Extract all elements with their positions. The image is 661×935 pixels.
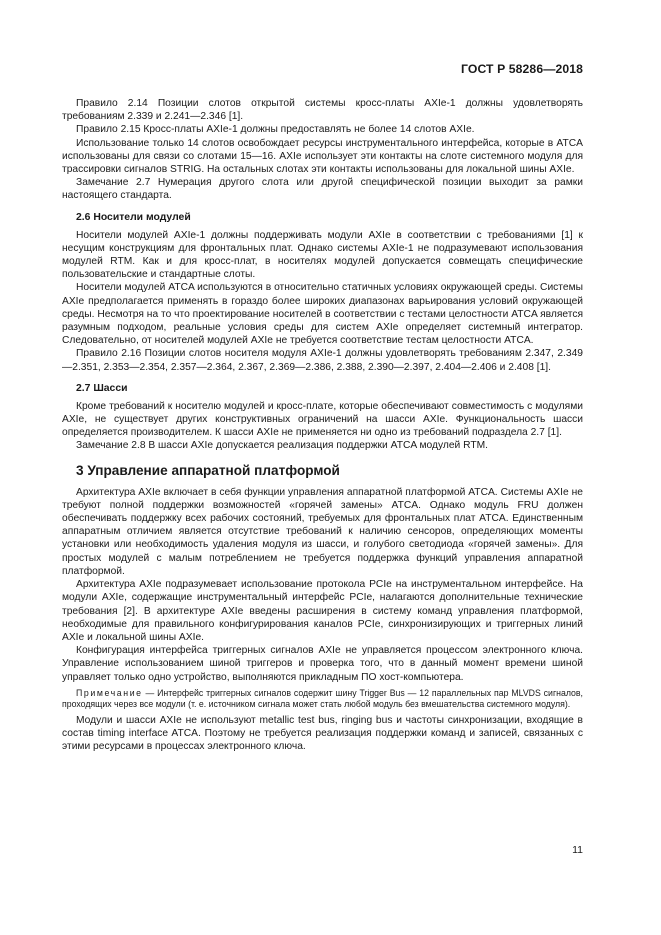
section-heading-3: 3 Управление аппаратной платформой xyxy=(76,462,340,478)
paragraph-module-carriers: Носители модулей AXIe-1 должны поддерживать модули AXIe в соответствии с требованиями [1] к несущим конструкциям для фронтальных плат. Однако системы AXIe-1 не подразумевают использования модулей RTM. Как и для кросс-плат, в носителях модулей допускается совмещать специфические пользовательские и стандартные слоты. xyxy=(62,229,583,281)
paragraph-14-slots: Использование только 14 слотов освобождает ресурсы инструментального интерфейса, которые в ATCA использованы для связи со слотами 15—16. AXIe использует эти контакты на слоте системного модуля для трассировки сигналов STRIG. На остальных слотах эти контакты использованы для локальной шины AXIe. xyxy=(62,137,583,176)
note-label: Примечание xyxy=(76,687,143,698)
note-text: — Интерфейс триггерных сигналов содержит шину Trigger Bus — 12 параллельных пар MLVDS сигналов, проходящих через все модули (т. е. источником сигнала может стать любой модуль без вмешательства системного модуля). xyxy=(62,687,583,709)
paragraph-rule-2-15: Правило 2.15 Кросс-платы AXIe-1 должны предоставлять не более 14 слотов AXIe. xyxy=(76,124,475,136)
paragraph-atca-carriers: Носители модулей ATCA используются в относительно статичных условиях окружающей среды. Системы AXIe предполагается применять в гораздо более широких диапазонах варьирования условий окружающей среды. Несмотря на то что проектирование носителей в соответствии с тестами целостности ATCA является разумным подходом, реальные условия среды для систем AXIe определяет системный интегратор. Следовательно, от носителей модулей AXIe не требуется соответствие тестам целостности ATCA. xyxy=(62,282,583,347)
paragraph-remark-2-7: Замечание 2.7 Нумерация другого слота или другой специфической позиции выходит за рамки настоящего стандарта. xyxy=(62,177,583,202)
document-header-standard-number: ГОСТ Р 58286—2018 xyxy=(461,62,583,76)
paragraph-remark-2-8: Замечание 2.8 В шасси AXIe допускается реализация поддержки ATCA модулей RTM. xyxy=(76,440,488,452)
paragraph-rule-2-16: Правило 2.16 Позиции слотов носителя модуля AXIe-1 должны удовлетворять требованиям 2.347, 2.349—2.351, 2.353—2.354, 2.357—2.364, 2.367, 2.369—2.386, 2.388, 2.390—2.397, 2.404—2.406 и 2.408 [1]. xyxy=(62,348,583,373)
paragraph-rule-2-14: Правило 2.14 Позиции слотов открытой системы кросс-платы AXIe-1 должны удовлетворять требованиям 2.339 и 2.241—2.346 [1]. xyxy=(62,98,583,123)
paragraph-trigger-config: Конфигурация интерфейса триггерных сигналов AXIe не управляется процессом электронного ключа. Управление использованием шиной триггеров и проверка того, что в данный момент времени шиной управляет только одно устройство, выполняются прикладным ПО хост-компьютера. xyxy=(62,645,583,683)
paragraph-pcie: Архитектура AXIe подразумевает использование протокола PCIe на инструментальном интерфейсе. На модули AXIe, содержащие инструментальный интерфейс PCIe, налагаются дополнительные технические требования [2]. В архитектуре AXIe введены расширения в систему команд управления платформой, необходимые для правильного конфигурирования каналов PCIe, синхронизирующих и триггерных линий AXIe и локальной шины AXIe. xyxy=(62,579,583,643)
section-heading-2-6: 2.6 Носители модулей xyxy=(76,211,191,223)
page-body xyxy=(62,97,583,753)
page-number: 11 xyxy=(572,844,583,856)
note-trigger-bus xyxy=(62,688,583,710)
section-heading-2-7: 2.7 Шасси xyxy=(76,382,128,394)
paragraph-chassis: Кроме требований к носителю модулей и кросс-плате, которые обеспечивают совместимость с модулями AXIe, не существует других конструктивных ограничений на шасси AXIe. Функциональность шасси определяется производителем. К шасси AXIe не применяется ни одно из требований подраздела 2.7 [1]. xyxy=(62,400,583,439)
paragraph-metallic-test-bus: Модули и шасси AXIe не используют metallic test bus, ringing bus и частоты синхронизации, входящие в состав timing interface ATCA. Поэтому не требуется реализация поддержки команд и записей, связанных с этими ресурсами в процессах электронного ключа. xyxy=(62,714,583,753)
paragraph-platform-management: Архитектура AXIe включает в себя функции управления аппаратной платформой ATCA. Системы AXIe не требуют полной поддержки возможностей «горячей замены» ATCA. Однако модуль FRU должен обеспечивать поддержку всех рабочих состояний, требуемых для фронтальных плат ATCA. Единственным аппаратным отличием является отсутствие требований к наличию сенсоров, определяющих моменты установки или необходимость удаления модуля из шасси, и голубого светодиода «горячей замены». Для простых модулей с малым потреблением не требуется поддержка функций управления аппаратной платформой. xyxy=(62,486,583,577)
